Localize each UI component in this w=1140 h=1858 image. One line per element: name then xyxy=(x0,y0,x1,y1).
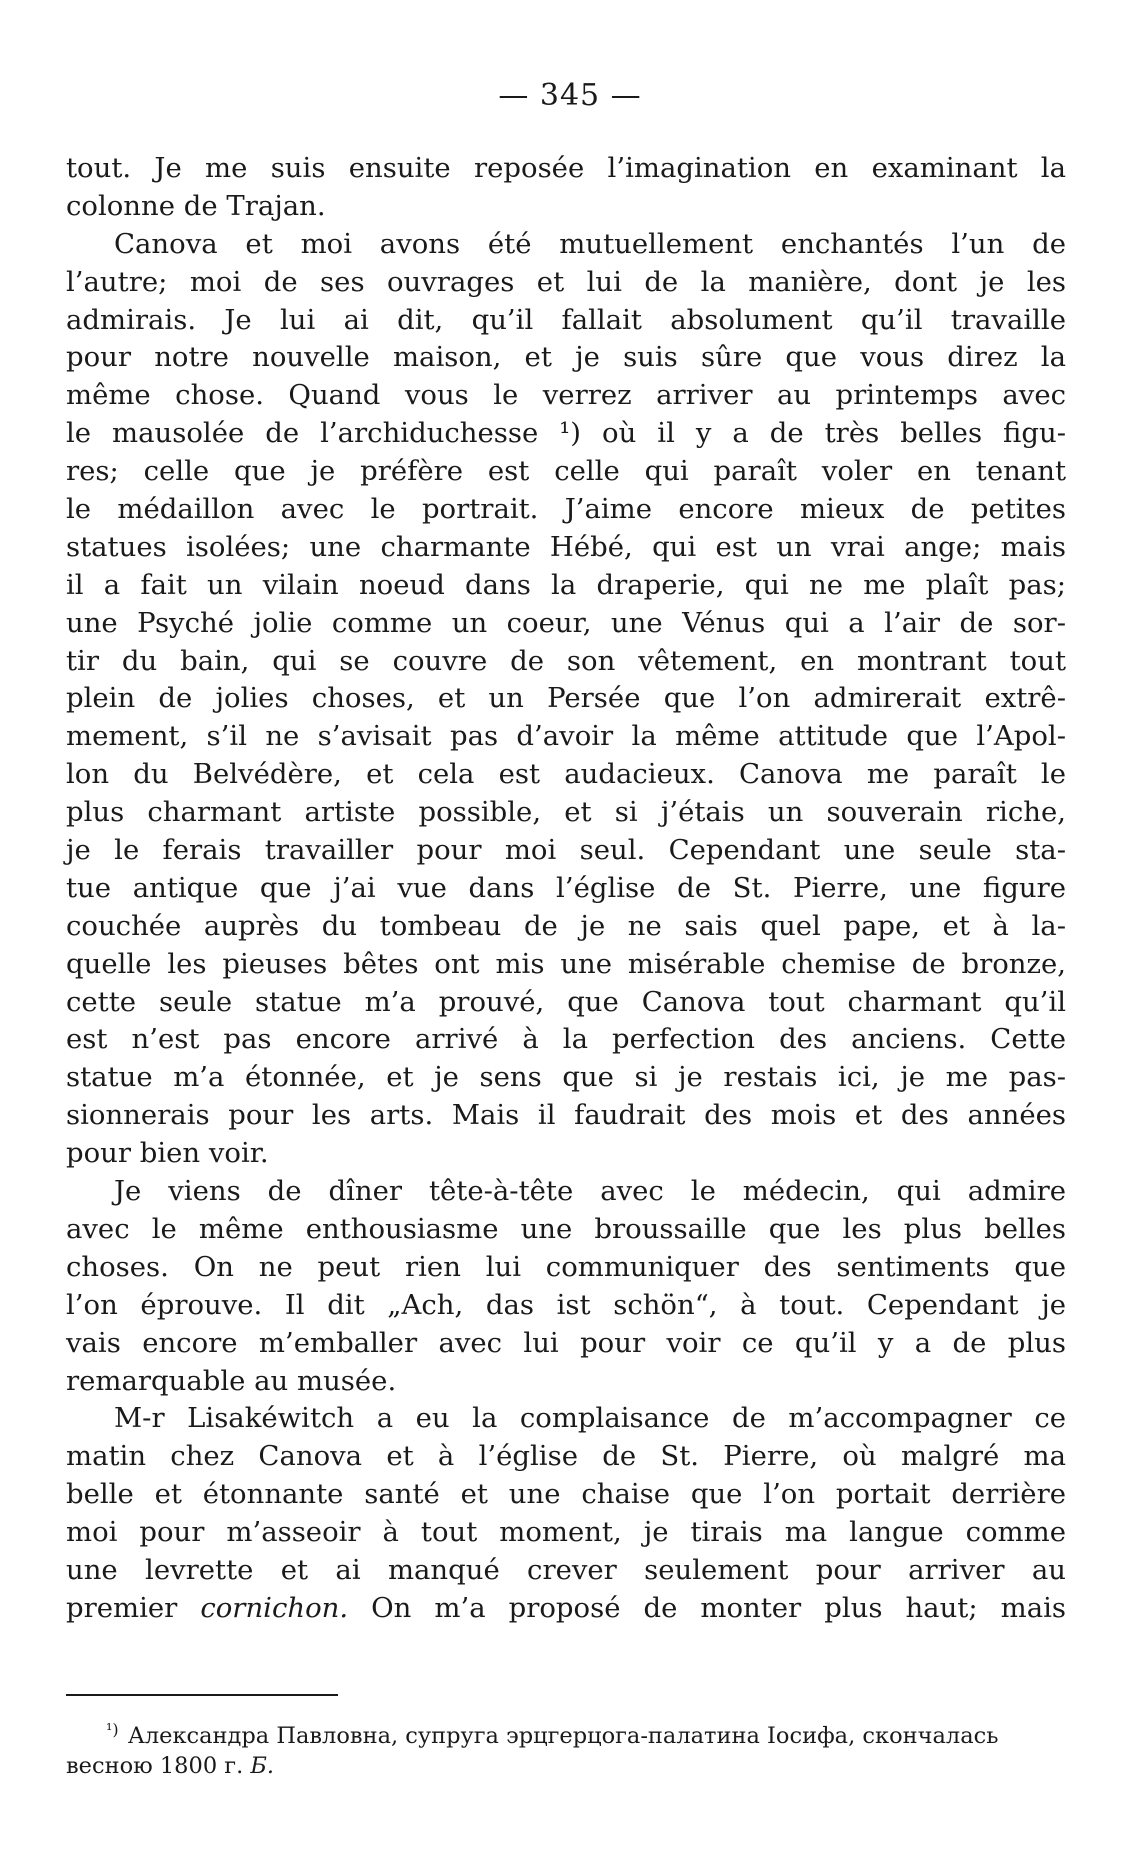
text-line: statues isolées; une charmante Hébé, qui est un vrai ange; mais xyxy=(66,530,1066,563)
footnote-marker: ¹) xyxy=(106,1720,119,1739)
text-line: quelle les pieuses bêtes ont mis une misérable chemise de bronze, xyxy=(66,947,1066,980)
text-fragment: premier xyxy=(66,1591,201,1624)
text-line: une levrette et ai manqué crever seulement pour arriver au xyxy=(66,1553,1066,1586)
text-line: M-r Lisakéwitch a eu la complaisance de m’accompagner ce xyxy=(114,1402,1066,1435)
text-line: une Psyché jolie comme un coeur, une Vénus qui a l’air de sor- xyxy=(66,606,1066,639)
text-line: avec le même enthousiasme une broussaille que les plus belles xyxy=(66,1212,1066,1245)
footnote xyxy=(66,1712,1066,1784)
footnote-line xyxy=(66,1748,1066,1784)
text-line: je le ferais travailler pour moi seul. Cependant une seule sta- xyxy=(66,834,1066,867)
text-line: Canova et moi avons été mutuellement enchantés l’un de xyxy=(114,227,1066,260)
text-line: remarquable au musée. xyxy=(66,1364,397,1397)
text-line: l’on éprouve. Il dit „Ach, das ist schön“, à tout. Cependant je xyxy=(66,1288,1066,1321)
text-line: le médaillon avec le portrait. J’aime encore mieux de petites xyxy=(66,493,1066,526)
italic-word: cornichon. xyxy=(200,1591,349,1624)
text-line: même chose. Quand vous le verrez arriver au printemps avec xyxy=(66,379,1066,412)
text-line: il a fait un vilain noeud dans la draperie, qui ne me plaît pas; xyxy=(66,568,1066,601)
text-line: lon du Belvédère, et cela est audacieux. Canova me paraît le xyxy=(66,758,1066,791)
text-line: cette seule statue m’a prouvé, que Canova tout charmant qu’il xyxy=(66,985,1066,1018)
text-fragment: On m’a proposé de monter plus haut; mais xyxy=(348,1591,1066,1624)
text-line: mement, s’il ne s’avisait pas d’avoir la même attitude que l’Apol- xyxy=(66,720,1066,753)
text-line: l’autre; moi de ses ouvrages et lui de la manière, dont je les xyxy=(66,265,1066,298)
footnote-text: Александра Павловна, супруга эрцгерцога-палатина Іосифа, скончалась xyxy=(127,1723,999,1749)
text-line: plus charmant artiste possible, et si j’étais un souverain riche, xyxy=(66,796,1066,829)
text-line: le mausolée de l’archiduchesse ¹) où il y a de très belles figu- xyxy=(66,417,1066,450)
text-line: tir du bain, qui se couvre de son vêtement, en montrant tout xyxy=(66,644,1066,677)
text-line: sionnerais pour les arts. Mais il faudrait des mois et des années xyxy=(66,1099,1066,1132)
text-line: matin chez Canova et à l’église de St. Pierre, où malgré ma xyxy=(66,1440,1066,1473)
text-line-last xyxy=(66,1590,1066,1628)
text-line: belle et étonnante santé et une chaise que l’on portait derrière xyxy=(66,1478,1066,1511)
text-line: couchée auprès du tombeau de je ne sais quel pape, et à la- xyxy=(66,909,1066,942)
text-line: tue antique que j’ai vue dans l’église de St. Pierre, une figure xyxy=(66,871,1066,904)
text-line: admirais. Je lui ai dit, qu’il fallait absolument qu’il travaille xyxy=(66,303,1066,336)
text-line: plein de jolies choses, et un Persée que l’on admirerait extrê- xyxy=(66,682,1066,715)
text-line: choses. On ne peut rien lui communiquer des sentiments que xyxy=(66,1250,1066,1283)
footnote-divider xyxy=(66,1694,338,1696)
text-line: vais encore m’emballer avec lui pour voir ce qu’il y a de plus xyxy=(66,1326,1066,1359)
footnote-text: весною 1800 г. xyxy=(66,1753,251,1779)
page-number: — 345 — xyxy=(498,78,642,113)
text-line: pour notre nouvelle maison, et je suis sûre que vous direz la xyxy=(66,341,1066,374)
text-line: Je viens de dîner tête-à-tête avec le médecin, qui admire xyxy=(114,1175,1066,1208)
text-line: est n’est pas encore arrivé à la perfection des anciens. Cette xyxy=(66,1023,1066,1056)
footnote-line xyxy=(66,1712,1066,1748)
text-line: moi pour m’asseoir à tout moment, je tirais ma langue comme xyxy=(66,1516,1066,1549)
text-line: tout. Je me suis ensuite reposée l’imagination en examinant la xyxy=(66,152,1066,184)
footnote-initial: Б. xyxy=(250,1753,275,1779)
body-text xyxy=(66,150,1066,1628)
text-line: pour bien voir. xyxy=(66,1137,269,1170)
text-line: statue m’a étonnée, et je sens que si je restais ici, je me pas- xyxy=(66,1061,1066,1094)
text-line: res; celle que je préfère est celle qui paraît voler en tenant xyxy=(66,455,1066,488)
text-line: colonne de Trajan. xyxy=(66,189,326,222)
